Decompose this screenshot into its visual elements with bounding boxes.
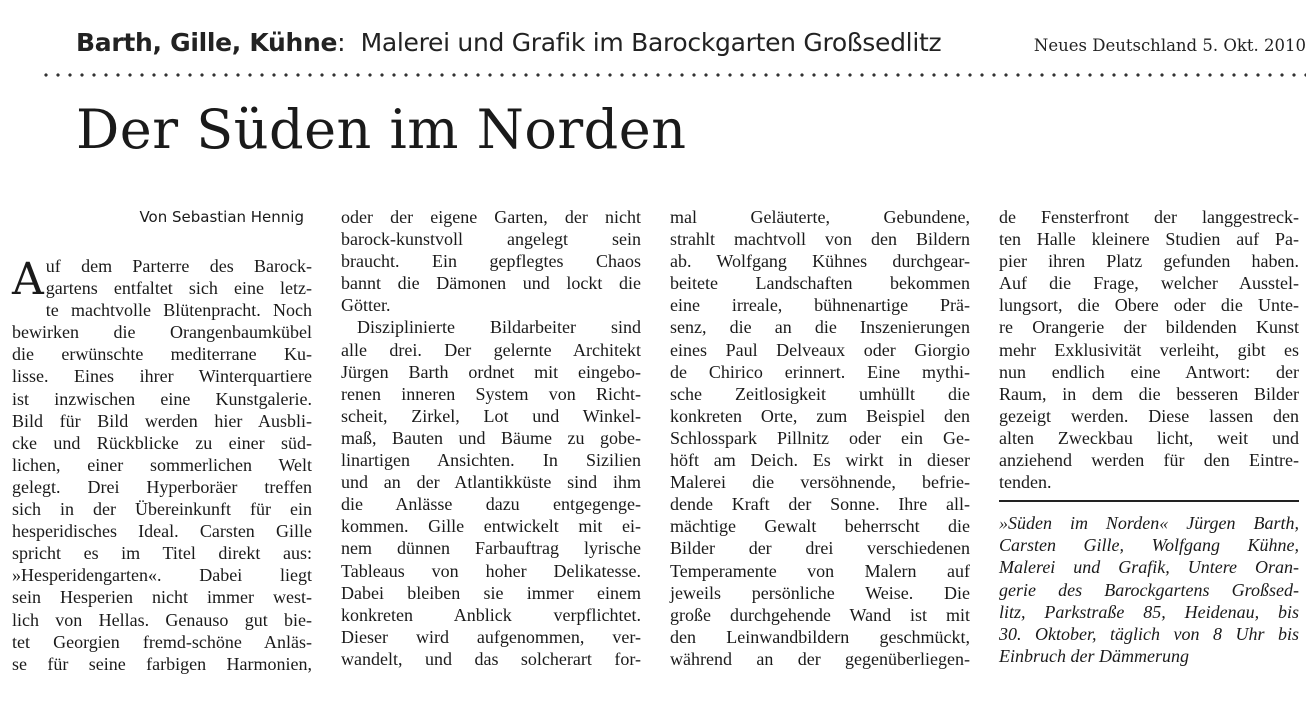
- text-line: lisse. Eines ihrer Winterquartiere: [12, 366, 312, 387]
- text-line: während an der gegenüberliegen-: [670, 648, 970, 669]
- headline: Der Süden im Norden: [76, 98, 687, 161]
- text-line: Temperamente von Malern auf: [670, 560, 970, 581]
- text-line: lich von Hellas. Genauso gut bie-: [12, 609, 312, 630]
- text-line: Dieser wird aufgenommen, ver-: [341, 626, 641, 647]
- text-line: braucht. Ein gepflegtes Chaos: [341, 251, 641, 272]
- text-line: bannt die Dämonen und lockt die: [341, 273, 641, 294]
- info-line: Malerei und Grafik, Untere Oran-: [999, 557, 1299, 578]
- text-line: gelegt. Drei Hyperboräer treffen: [12, 476, 312, 497]
- text-line: cke und Rückblicke zu einer süd-: [12, 432, 312, 453]
- text-line: se für seine farbigen Harmonien,: [12, 653, 312, 674]
- text-line: lichen, einer sommerlichen Welt: [12, 454, 312, 475]
- text-line: senz, die an die Inszenierungen: [670, 317, 970, 338]
- dotted-divider: [40, 72, 1306, 78]
- text-line: spricht es im Titel direkt aus:: [12, 543, 312, 564]
- byline: Von Sebastian Hennig: [139, 208, 304, 226]
- text-line: kommen. Gille entwickelt mit ei-: [341, 516, 641, 537]
- article-header: [76, 26, 1306, 66]
- text-line: Tableaus von hoher Delikatesse.: [341, 560, 641, 581]
- text-line: de Fensterfront der langgestreck-: [999, 207, 1299, 227]
- text-line: Götter.: [341, 295, 391, 316]
- column-1: [12, 206, 312, 675]
- info-line: gerie des Barockgartens Großsed-: [999, 579, 1299, 600]
- text-line: pier ihren Platz gefunden haben.: [999, 251, 1299, 272]
- header-source: Neues Deutschland 5. Okt. 2010: [1033, 36, 1306, 55]
- text-line: ab. Wolfgang Kühnes durchgear-: [670, 251, 970, 272]
- text-line: nem dünnen Farbauftrag lyrische: [341, 538, 641, 559]
- text-line: große durchgehende Wand ist mit: [670, 604, 970, 625]
- text-line: wandelt, und das solcherart for-: [341, 648, 641, 669]
- info-line: 30. Oktober, täglich von 8 Uhr bis: [999, 623, 1299, 644]
- text-line: Raum, in dem die besseren Bilder: [999, 383, 1299, 404]
- text-line: Disziplinierte Bildarbeiter sind: [357, 317, 641, 338]
- text-line: barock-kunstvoll angelegt sein: [341, 229, 641, 250]
- text-line: mal Geläuterte, Gebundene,: [670, 207, 970, 227]
- text-line: den Leinwandbildern geschmückt,: [670, 626, 970, 647]
- text-line: sein Hesperien nicht immer west-: [12, 587, 312, 608]
- text-line: tet Georgien fremd-schöne Anläs-: [12, 631, 312, 652]
- text-line: ten Halle kleinere Studien auf Pa-: [999, 229, 1299, 250]
- text-line: die erwünschte mediterrane Ku-: [12, 344, 312, 365]
- text-line: te machtvolle Blütenpracht. Noch: [45, 300, 312, 321]
- text-line: re Orangerie der bildenden Kunst: [999, 317, 1299, 338]
- text-line: beitete Landschaften bekommen: [670, 273, 970, 294]
- info-line: litz, Parkstraße 85, Heidenau, bis: [999, 601, 1299, 622]
- text-line: oder der eigene Garten, der nicht: [341, 207, 641, 227]
- text-line: Schlosspark Pillnitz oder ein Ge-: [670, 427, 970, 448]
- column-3: [670, 206, 970, 670]
- header-names: Barth, Gille, Kühne: [76, 28, 338, 57]
- text-line: eine irreale, bühnenartige Prä-: [670, 295, 970, 316]
- text-line: Bild für Bild werden hier Ausbli-: [12, 410, 312, 431]
- text-line: alten Zweckbau licht, weit und: [999, 427, 1299, 448]
- text-line: »Hesperidengarten«. Dabei liegt: [12, 565, 312, 586]
- text-line: nun endlich eine Antwort: der: [999, 361, 1299, 382]
- header-subtitle: Malerei und Grafik im Barockgarten Großsedlitz: [360, 28, 942, 57]
- text-line: ist inzwischen eine Kunstgalerie.: [12, 388, 312, 409]
- text-line: maß, Bauten und Bäume zu gobe-: [341, 427, 641, 448]
- text-line: linartigen Ansichten. In Sizilien: [341, 450, 641, 471]
- text-line: höft am Deich. Es wirkt in dieser: [670, 450, 970, 471]
- text-line: Malerei die versöhnende, befrie-: [670, 472, 970, 493]
- text-line: sich in der Übereinkunft für ein: [12, 499, 312, 520]
- text-line: uf dem Parterre des Barock-: [45, 256, 312, 276]
- exhibition-info-box: [999, 512, 1299, 667]
- text-line: sche Zeitlosigkeit umhüllt die: [670, 383, 970, 404]
- text-line: eines Paul Delveaux oder Giorgio: [670, 339, 970, 360]
- info-divider: [999, 500, 1299, 502]
- text-line: scheit, Zirkel, Lot und Winkel-: [341, 405, 641, 426]
- text-line: Auf die Frage, welcher Ausstel-: [999, 273, 1299, 294]
- text-line: hesperidisches Ideal. Carsten Gille: [12, 521, 312, 542]
- text-line: bewirken die Orangenbaumkübel: [12, 322, 312, 343]
- info-line: Einbruch der Dämmerung: [999, 645, 1189, 666]
- text-line: Dabei bleiben sie immer einem: [341, 582, 641, 603]
- column-2: [341, 206, 641, 670]
- header-separator: :: [337, 28, 346, 57]
- text-line: Bilder der drei verschiedenen: [670, 538, 970, 559]
- text-line: gartens entfaltet sich eine letz-: [45, 278, 312, 299]
- text-line: lungsort, die Obere oder die Unte-: [999, 295, 1299, 316]
- text-line: dende Kraft der Sonne. Ihre all-: [670, 494, 970, 515]
- text-line: jeweils persönliche Weise. Die: [670, 582, 970, 603]
- info-line: Carsten Gille, Wolfgang Kühne,: [999, 535, 1299, 556]
- text-line: de Chirico erinnert. Eine mythi-: [670, 361, 970, 382]
- drop-cap: A: [12, 254, 44, 305]
- text-line: mehr Exklusivität verleiht, gibt es: [999, 339, 1299, 360]
- text-line: konkreten Orte, zum Beispiel den: [670, 405, 970, 426]
- text-line: konkreten Anblick verpflichtet.: [341, 604, 641, 625]
- text-line: mächtige Gewalt beherrscht die: [670, 516, 970, 537]
- text-line: alle drei. Der gelernte Architekt: [341, 339, 641, 360]
- column-4: [999, 206, 1299, 667]
- text-line: Jürgen Barth ordnet mit eingebo-: [341, 361, 641, 382]
- text-line: und an der Atlantikküste sind ihm: [341, 472, 641, 493]
- text-line: die Anlässe dazu entgegenge-: [341, 494, 641, 515]
- text-line: tenden.: [999, 472, 1052, 493]
- text-line: renen inneren System von Richt-: [341, 383, 641, 404]
- text-line: gezeigt werden. Diese lassen den: [999, 405, 1299, 426]
- info-line: »Süden im Norden« Jürgen Barth,: [999, 513, 1299, 534]
- text-line: strahlt machtvoll von den Bildern: [670, 229, 970, 250]
- text-line: anziehend werden für den Eintre-: [999, 450, 1299, 471]
- header-title: [76, 28, 941, 57]
